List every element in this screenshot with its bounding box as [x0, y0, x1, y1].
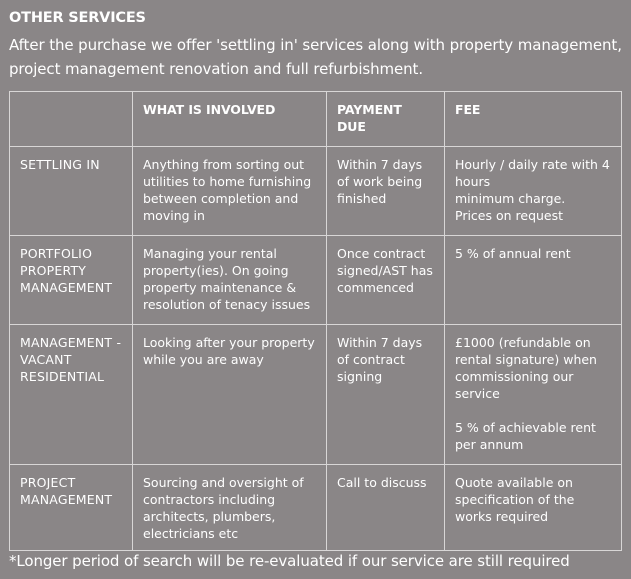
- service-name: PORTFOLIO PROPERTY MANAGEMENT: [10, 236, 133, 325]
- service-involved: Anything from sorting out utilities to home furnishing between completion and moving in: [133, 147, 327, 236]
- fee-line: minimum charge.: [455, 191, 566, 206]
- header-what-is-involved: WHAT IS INVOLVED: [133, 92, 327, 147]
- service-payment: Call to discuss: [327, 465, 445, 551]
- service-payment: Within 7 days of work being finished: [327, 147, 445, 236]
- footnote: *Longer period of search will be re-evaluated if our service are still required: [9, 552, 570, 570]
- fee-line: £1000 (refundable on rental signature) when commissioning our service: [455, 335, 597, 401]
- fee-line: Hourly / daily rate with 4 hours: [455, 157, 610, 189]
- table-row: [10, 465, 622, 551]
- service-name: PROJECT MANAGEMENT: [10, 465, 133, 551]
- service-payment: Once contract signed/AST has commenced: [327, 236, 445, 325]
- service-involved: Looking after your property while you are away: [133, 325, 327, 465]
- section-title: OTHER SERVICES: [9, 10, 146, 26]
- fee-spacer: [455, 402, 611, 419]
- fee-line: 5 % of achievable rent per annum: [455, 420, 596, 452]
- service-fee: [445, 465, 622, 551]
- table-row: [10, 236, 622, 325]
- fee-line: Quote available on specification of the works required: [455, 475, 575, 524]
- header-service: [10, 92, 133, 147]
- service-fee: [445, 236, 622, 325]
- header-fee: FEE: [445, 92, 622, 147]
- service-fee: [445, 325, 622, 465]
- header-payment-due: PAYMENT DUE: [327, 92, 445, 147]
- table-header-row: [10, 92, 622, 147]
- fee-line: Prices on request: [455, 208, 564, 223]
- services-table: [9, 91, 622, 551]
- intro-paragraph: After the purchase we offer 'settling in' services along with property management, project management renovation and full refurbishment.: [9, 36, 622, 78]
- fee-line: 5 % of annual rent: [455, 246, 571, 261]
- service-name: SETTLING IN: [10, 147, 133, 236]
- service-involved: Sourcing and oversight of contractors including architects, plumbers, electricians etc: [133, 465, 327, 551]
- service-fee: [445, 147, 622, 236]
- service-name: MANAGEMENT - VACANT RESIDENTIAL: [10, 325, 133, 465]
- table-row: [10, 325, 622, 465]
- service-payment: Within 7 days of contract signing: [327, 325, 445, 465]
- service-involved: Managing your rental property(ies). On going property maintenance & resolution of tenacy issues: [133, 236, 327, 325]
- table-row: [10, 147, 622, 236]
